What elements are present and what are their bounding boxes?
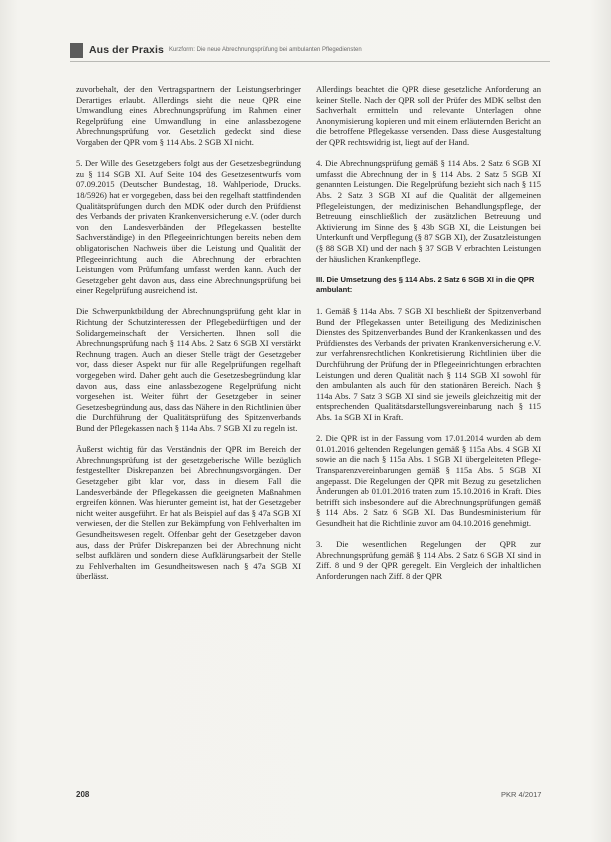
section-marker [70,43,83,58]
section-title: Aus der Praxis [89,44,164,56]
paragraph: 5. Der Wille des Gesetzgebers folgt aus der Gesetzesbegründung zu § 114 SGB XI. Auf Seite 104 des Gesetzesentwurfs vom 07.09.2015 (Deutscher Bundestag, 18. Wahlperiode, Drucks. 18/5926) hat er vorgegeben, dass bei den regelhaft stattfindenden Qualitätsprüfungen durch den MDK oder durch den Prüfdienst des Verbands der privaten Krankenversicherung e.V. (oder durch von den Landesverbänden der Pflegekassen bestellte Sachverständige) in den Pflegeeinrichtungen bereits neben dem obligatorischen Nachweis über die Leistung und Qualität der Pflegeeinrichtung auch die Abrechnung der erbrachten Leistungen vom Prüfumfang umfasst werden kann. Auch der Gesetzgeber geht davon aus, dass eine Abrechnungsprüfung bei einer Regelprüfung ausreichend ist. [76,158,301,296]
journal-reference: PKR 4/2017 [501,790,542,799]
page-number: 208 [76,790,90,799]
left-column [76,84,301,593]
article-subtitle: Kurzform: Die neue Abrechnungsprüfung bei ambulanten Pflegediensten [168,47,362,53]
running-header [70,42,550,58]
right-column [316,84,541,592]
paragraph: 1. Gemäß § 114a Abs. 7 SGB XI beschließt der Spitzenverband Bund der Pflegekassen unter Beteiligung des Medizinischen Dienstes des Spitzenverbandes Bund der Krankenkassen und des Prüfdienstes des Verbands der privaten Krankenversicherung e.V. zur verfahrensrechtlichen Konkretisierung Richtlinien über die Durchführung der Prüfung der in Pflegeeinrichtungen erbrachten Leistungen und deren Qualität nach § 114 SGB XI sowohl für den ambulanten als auch für den stationären Bereich. Nach § 114a Abs. 7 Satz 3 SGB XI sind sie jeweils gleichzeitig mit der entsprechenden Qualitätsdarstellungsvereinbarung nach § 115 Abs. 1a SGB XI in Kraft. [316,306,541,423]
paragraph: Die Schwerpunktbildung der Abrechnungsprüfung geht klar in Richtung der Schutzinteressen der Pflegebedürftigen und der Solidargemeinschaft der Versicherten. Ihnen soll die Abrechnungsprüfung nach § 114 Abs. 2 Satz 6 SGB XI verstärkt Rechnung tragen. Auch an dieser Stelle trägt der Gesetzgeber vor, dass dieser Aspekt nur für alle Regelprüfungen regelhaft vorgegeben wird. Daher geht auch die Gesetzesbegründung klar davon aus, dass eine anlassbezogene Regelprüfung nicht vorgesehen ist. Weiter führt der Gesetzgeber in seiner Gesetzesbegründung aus, dass das Nähere in den Richtlinien über die Durchführung der Qualitätsprüfung des Spitzenverbands Bund der Pflegekassen nach § 114a Abs. 7 SGB XI zu regeln ist. [76,306,301,433]
header-divider [70,61,550,62]
paragraph: zuvorbehalt, der den Vertragspartnern der Leistungserbringer Derartiges erlaubt. Allerdings sieht die neue QPR eine Umwandlung eines Abrechnungsprüfung im Rahmen einer Regelprüfung eine Umwandlung in eine anlassbezogene Abrechnungsprüfung vor. Gesetzlich gedeckt sind diese Vorgaben der QPR vom § 114 Abs. 2 SGB XI nicht. [76,84,301,147]
paragraph: 3. Die wesentlichen Regelungen der QPR zur Abrechnungsprüfung gemäß § 114 Abs. 2 Satz 6 SGB XI sind in Ziff. 8 und 9 der QPR geregelt. Ein Vergleich der inhaltlichen Anforderungen nach Ziff. 8 der QPR [316,539,541,581]
paragraph: Allerdings beachtet die QPR diese gesetzliche Anforderung an keiner Stelle. Nach der QPR soll der Prüfer des MDK selbst den Sachverhalt ermitteln und relevante Unterlagen ohne Anonymisierung kopieren und mit einem erläuternden Bericht an die betroffene Pflegekasse versenden. Dass diese Ausgestaltung der QPR rechtswidrig ist, liegt auf der Hand. [316,84,541,147]
paragraph: 4. Die Abrechnungsprüfung gemäß § 114 Abs. 2 Satz 6 SGB XI umfasst die Abrechnung der in § 114 Abs. 2 Satz 5 SGB XI genannten Leistungen. Die Regelprüfung bezieht sich nach § 115 Abs. 2 Satz 3 SGB XI auf die Qualität der allgemeinen Pflegeleistungen, der medizinischen Behandlungspflege, der Betreuung einschließlich der zusätzlichen Betreuung und Aktivierung im Sinne des § 43b SGB XI, die Leistungen bei Unterkunft und Verpflegung (§ 87 SGB XI), der Zusatzleistungen (§ 88 SGB XI) und der nach § 37 SGB V erbrachten Leistungen der häuslichen Krankenpflege. [316,158,541,264]
paragraph: 2. Die QPR ist in der Fassung vom 17.01.2014 wurden ab dem 01.01.2016 geltenden Regelungen gemäß § 115a Abs. 4 SGB XI sowie an die nach § 115a Abs. 1 SGB XI übergeleiteten Pflege-Transparenzvereinbarungen gemäß § 115a Abs. 5 SGB XI angepasst. Die Regelungen der QPR mit Bezug zu gesetzlichen Änderungen ab 01.01.2016 traten zum 15.10.2016 in Kraft. Dies betrifft sich insbesondere auf die Abrechnungsprüfungen gemäß § 114 Abs. 2 Satz 6 SGB XI. Das Bundesministerium für Gesundheit hat die Richtlinie zuvor am 04.10.2016 genehmigt. [316,433,541,528]
paragraph: Äußerst wichtig für das Verständnis der QPR im Bereich der Abrechnungsprüfung ist der gesetzgeberische Wille bezüglich festgestellter Diskrepanzen bei Abrechnungsvorgängen. Der Gesetzgeber gibt klar vor, dass in diesem Fall die Landesverbände der Pflegekassen die geeigneten Maßnahmen ergreifen können. Was hierunter gemeint ist, hat der Gesetzgeber nicht weiter ausgeführt. Er hat als Beispiel auf das § 47a SGB XI verwiesen, der die Stellen zur Bekämpfung von Fehlverhalten im Gesundheitswesen regelt. Offenbar geht der Gesetzgeber davon aus, dass der Prüfer Diskrepanzen bei der Abrechnung nicht selbst aufklären und sondern diese Aufklärungsarbeit der Stelle zu Fehlverhalten im Gesundheitswesen nach § 47a SGB XI überlässt. [76,444,301,582]
section-heading: III. Die Umsetzung des § 114 Abs. 2 Satz 6 SGB XI in die QPR ambulant: [316,274,535,295]
